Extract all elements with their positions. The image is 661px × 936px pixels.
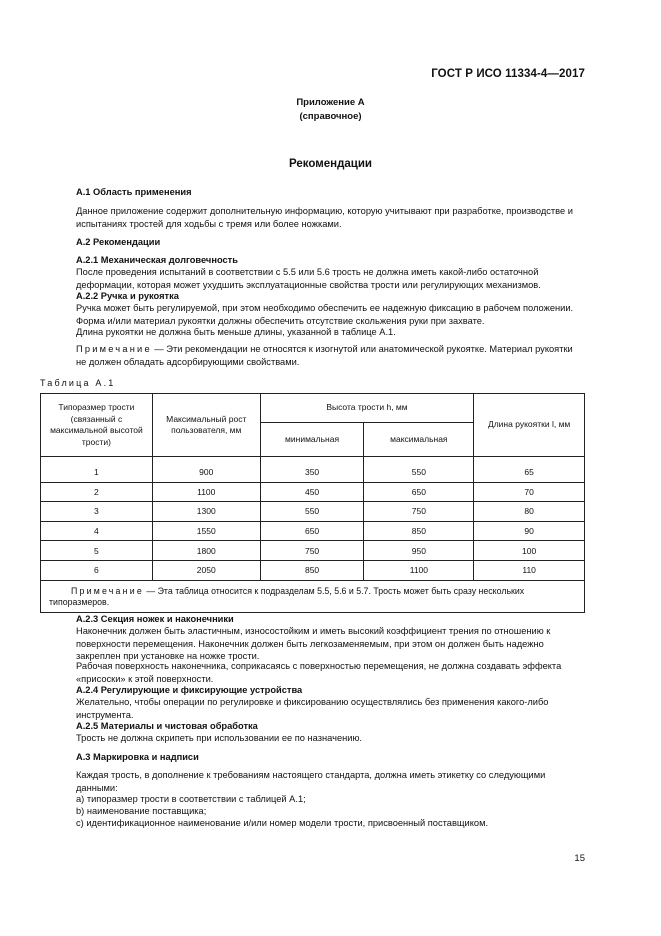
standard-number: ГОСТ Р ИСО 11334-4—2017 [431,68,585,80]
table-row: 2 1100 450 650 70 [41,482,585,502]
section-a25-title: А.2.5 Материалы и чистовая обработка [76,721,258,731]
table-caption: Таблица А.1 [40,378,116,388]
section-heading: Рекомендации [288,158,372,170]
table-row: 5 1800 750 950 100 [41,541,585,561]
section-a2-title: А.2 Рекомендации [76,237,161,247]
section-a22-title: А.2.2 Ручка и рукоятка [76,291,179,301]
header-min: минимальная [260,423,364,457]
note-label: Примечание [76,344,152,354]
section-a22-paragraph-2: Длина рукоятки не должна быть меньше длины, указанной в таблице А.1. [76,327,396,337]
section-a21-paragraph: После проведения испытаний в соответствии с 5.5 или 5.6 трость не должна иметь какой-либо остаточной деформации, которая может ухудшить эксплуатационные свойства трости или регулирующих механизмов. [76,267,541,290]
section-a25-paragraph: Трость не должна скрипеть при использовании ее по назначению. [76,733,363,743]
section-a22-note [76,343,585,368]
section-a23-paragraph-1: Наконечник должен быть эластичным, износостойким и иметь высокий коэффициент трения по отношению к поверхности перемещения. Наконечник должен быть легкозаменяемым, при этом он должен быть надежно закреплен при установке на ножке трости. [76,626,551,662]
header-max: максимальная [364,423,474,457]
list-item: c) идентификационное наименование и/или номер модели трости, присвоенный поставщиком. [76,818,489,828]
list-item: b) наименование поставщика; [76,806,207,816]
section-a23-paragraph-2: Рабочая поверхность наконечника, соприкасаясь с поверхностью перемещения, не должна создавать эффекта «присоски» к этой поверхности. [76,661,562,684]
appendix-subtitle: (справочное) [299,111,362,122]
header-handle: Длина рукоятки l, мм [474,394,585,457]
appendix-heading [0,96,661,124]
table-row: 6 2050 850 1100 110 [41,560,585,580]
list-item: a) типоразмер трости в соответствии с таблицей А.1; [76,794,306,804]
table-row: 4 1550 650 850 90 [41,521,585,541]
section-a23-title: А.2.3 Секция ножек и наконечники [76,614,234,624]
header-growth: Максимальный рост пользователя, мм [152,394,260,457]
header-size: Типоразмер трости (связанный с максимальной высотой трости) [41,394,153,457]
table-a1 [40,393,585,613]
page-number: 15 [574,853,585,864]
section-a3-title: А.3 Маркировка и надписи [76,752,199,762]
section-a3-paragraph: Каждая трость, в дополнение к требованиям настоящего стандарта, должна иметь этикетку со следующими данными: [76,770,546,793]
section-a1-paragraph: Данное приложение содержит дополнительную информацию, которую учитывают при разработке, производстве и испытаниях тростей для ходьбы с тремя или более ножками. [76,206,573,229]
section-a24-title: А.2.4 Регулирующие и фиксирующие устройства [76,685,303,695]
section-a24-paragraph: Желательно, чтобы операции по регулировке и фиксированию осуществлялись без применения какого-либо инструмента. [76,697,549,720]
table-note: Примечание — Эта таблица относится к подразделам 5.5, 5.6 и 5.7. Трость может быть сразу нескольких типоразмеров. [41,580,585,612]
header-height: Высота трости h, мм [260,394,474,423]
appendix-title: Приложение А [296,97,365,108]
table-row: 3 1300 550 750 80 [41,502,585,522]
section-a1-title: А.1 Область применения [76,187,192,197]
section-a21-title: А.2.1 Механическая долговечность [76,255,238,265]
section-a22-paragraph-1: Ручка может быть регулируемой, при этом необходимо обеспечить ее надежную фиксацию в рабочем положении. Форма и/или материал рукоятки должны обеспечить отсутствие скольжения руки при захвате. [76,303,574,326]
table-row: 1 900 350 550 65 [41,463,585,482]
note-text: — Эти рекомендации не относятся к изогнутой или анатомической рукоятке. Материал рукоятки не должен обладать адсорбирующими свойствами. [76,344,573,367]
